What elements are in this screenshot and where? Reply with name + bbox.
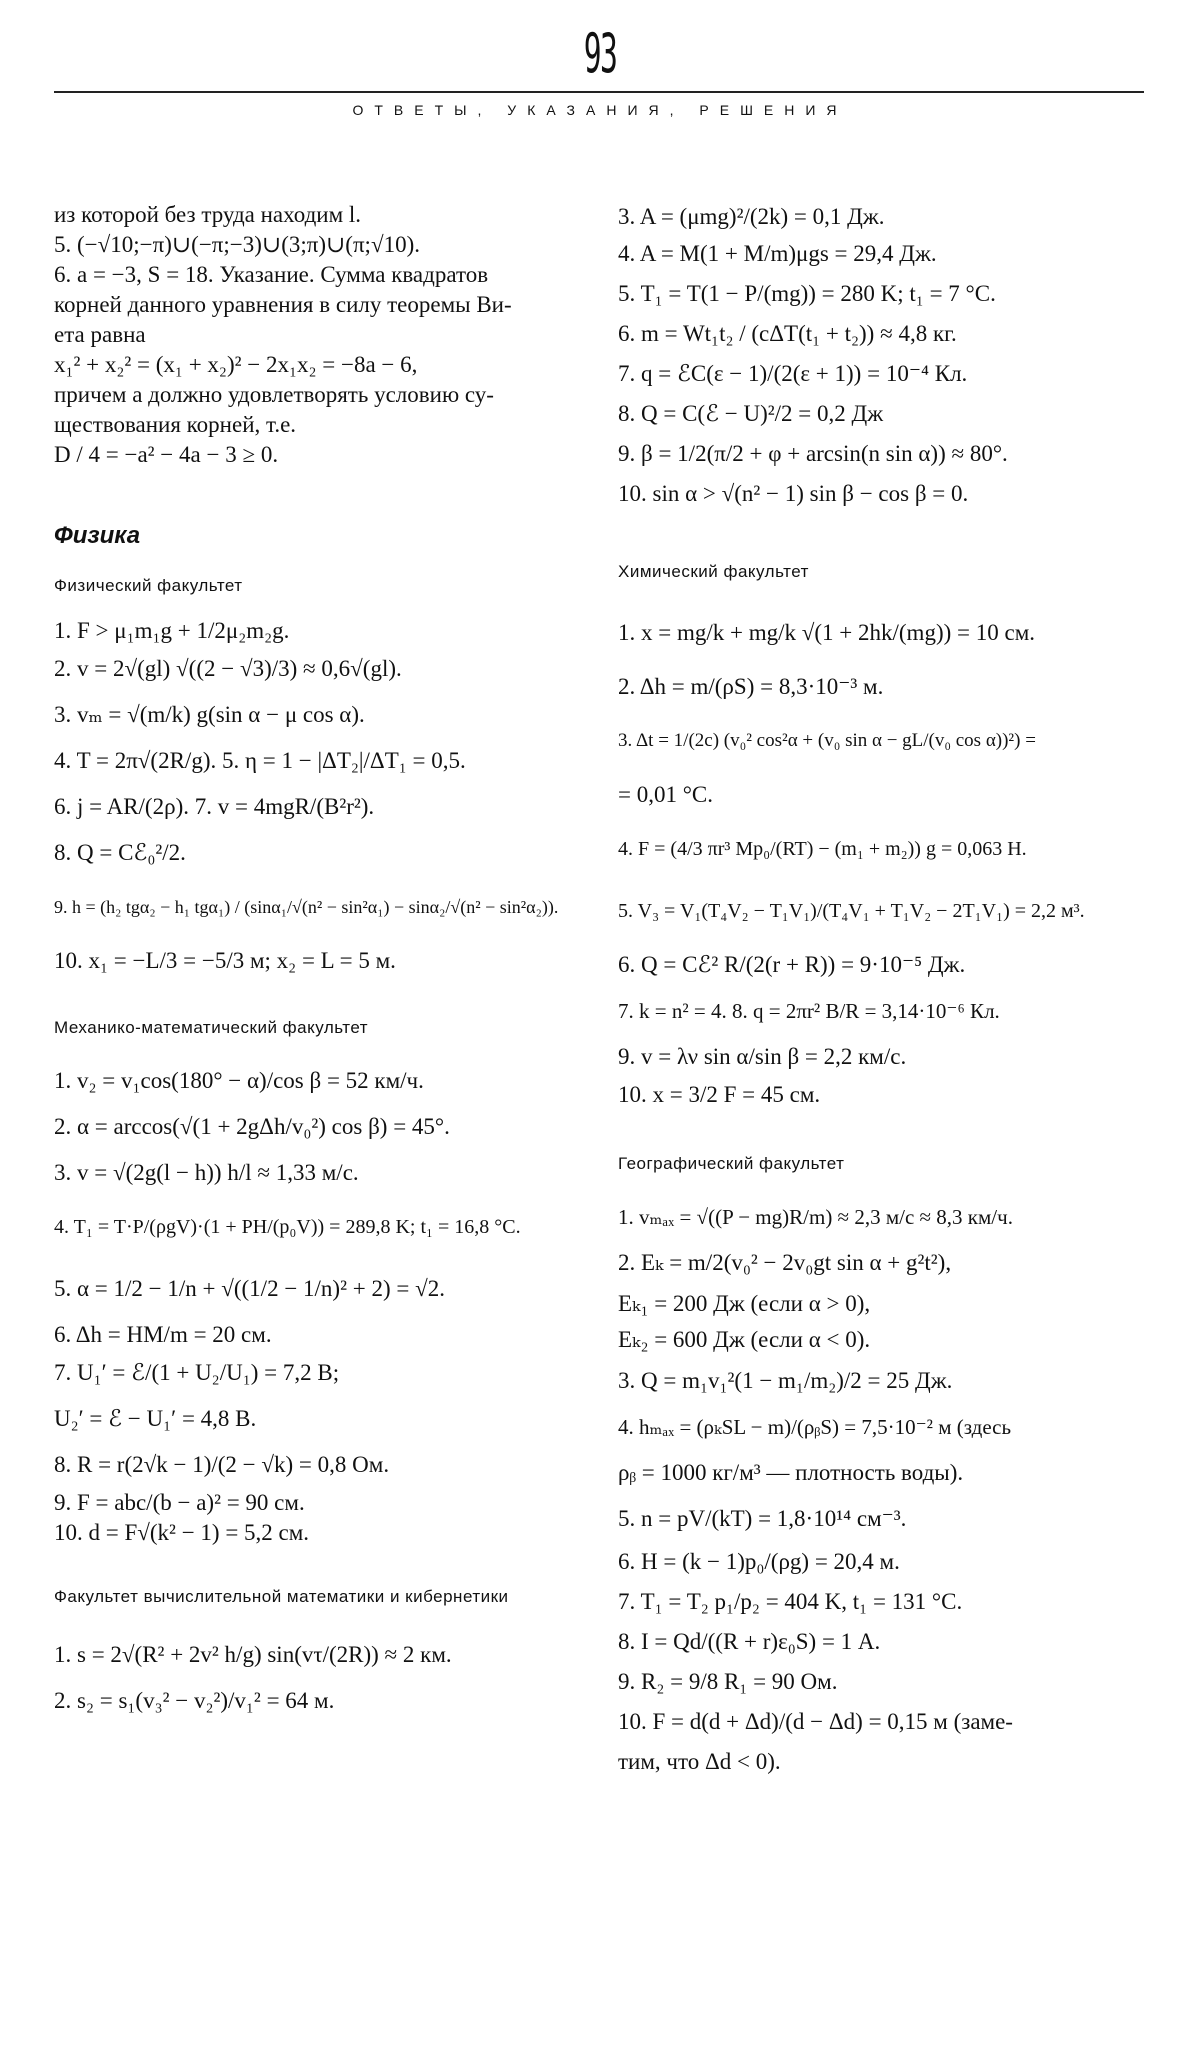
right-column	[618, 200, 1158, 1782]
answer-line: Eₖ₂ = 600 Дж (если α < 0).	[618, 1327, 871, 1352]
answer-line: 3. v = √(2g(l − h)) h/l ≈ 1,33 м/с.	[54, 1160, 359, 1185]
answer-line: Eₖ₁ = 200 Дж (если α > 0),	[618, 1291, 871, 1316]
intro-line: корней данного уравнения в силу теоремы Ви-	[54, 292, 512, 317]
page-number: 93	[583, 22, 617, 85]
answer-line: 5. T₁ = T(1 − P/(mg)) = 280 K; t₁ = 7 °C.	[618, 281, 996, 306]
answer-line: 9. R₂ = 9/8 R₁ = 90 Ом.	[618, 1669, 838, 1694]
answer-line: 6. H = (k − 1)p₀/(ρg) = 20,4 м.	[618, 1549, 900, 1574]
section-title-physics: Физика	[54, 522, 141, 549]
faculty-title-mechmath: Механико-математический факультет	[54, 1018, 369, 1037]
running-head: ОТВЕТЫ, УКАЗАНИЯ, РЕШЕНИЯ	[352, 102, 848, 118]
intro-line: 5. (−√10;−π)∪(−π;−3)∪(3;π)∪(π;√10).	[54, 232, 420, 257]
answer-line: 1. s = 2√(R² + 2v² h/g) sin(vτ/(2R)) ≈ 2 км.	[54, 1642, 452, 1667]
answer-line: 5. V₃ = V₁(T₄V₂ − T₁V₁)/(T₄V₁ + T₁V₂ − 2T₁V₁) = 2,2 м³.	[618, 900, 1085, 922]
intro-line: ета равна	[54, 322, 146, 347]
intro-line: D / 4 = −a² − 4a − 3 ≥ 0.	[54, 442, 279, 467]
faculty-title-vmk: Факультет вычислительной математики и кибернетики	[54, 1587, 509, 1606]
answer-line: тим, что Δd < 0).	[618, 1749, 781, 1774]
faculty-title-chem: Химический факультет	[618, 562, 809, 581]
answer-line: 10. sin α > √(n² − 1) sin β − cos β = 0.	[618, 481, 969, 506]
answer-line: 8. Q = C(ℰ − U)²/2 = 0,2 Дж	[618, 401, 884, 426]
answer-line: 6. Q = Cℰ² R/(2(r + R)) = 9·10⁻⁵ Дж.	[618, 952, 966, 977]
answer-line: 2. α = arccos(√(1 + 2gΔh/v₀²) cos β) = 45°.	[54, 1114, 450, 1139]
intro-line: ществования корней, т.е.	[54, 412, 297, 437]
answer-line: U₂′ = ℰ − U₁′ = 4,8 В.	[54, 1406, 257, 1431]
answer-line: 1. v₂ = v₁cos(180° − α)/cos β = 52 км/ч.	[54, 1068, 424, 1093]
answer-line: 6. m = Wt₁t₂ / (cΔT(t₁ + t₂)) ≈ 4,8 кг.	[618, 321, 957, 346]
answer-line: 1. F > μ₁m₁g + 1/2μ₂m₂g.	[54, 618, 290, 643]
answer-line: 8. I = Qd/((R + r)ε₀S) = 1 А.	[618, 1629, 881, 1654]
answer-line: 4. T = 2π√(2R/g). 5. η = 1 − |ΔT₂|/ΔT₁ = 0,5.	[54, 748, 466, 773]
answer-line: 2. Δh = m/(ρS) = 8,3·10⁻³ м.	[618, 674, 884, 699]
answer-line: = 0,01 °C.	[618, 782, 714, 807]
answer-line: 4. T₁ = T·P/(ρgV)·(1 + PH/(p₀V)) = 289,8 K; t₁ = 16,8 °C.	[54, 1216, 521, 1238]
answer-line: 9. v = λν sin α/sin β = 2,2 км/с.	[618, 1044, 907, 1069]
answer-line: 3. Q = m₁v₁²(1 − m₁/m₂)/2 = 25 Дж.	[618, 1368, 953, 1393]
answer-line: 5. α = 1/2 − 1/n + √((1/2 − 1/n)² + 2) = √2.	[54, 1276, 445, 1301]
answer-line: 8. R = r(2√k − 1)/(2 − √k) = 0,8 Ом.	[54, 1452, 390, 1477]
faculty-title-geo: Географический факультет	[618, 1154, 845, 1173]
answer-line: 9. β = 1/2(π/2 + φ + arcsin(n sin α)) ≈ 80°.	[618, 441, 1008, 466]
intro-line: причем a должно удовлетворять условию су-	[54, 382, 494, 407]
answer-line: 7. U₁′ = ℰ/(1 + U₂/U₁) = 7,2 В;	[54, 1360, 340, 1385]
answer-line: 3. A = (μmg)²/(2k) = 0,1 Дж.	[618, 204, 885, 229]
answer-line: 5. n = pV/(kT) = 1,8·10¹⁴ см⁻³.	[618, 1506, 907, 1531]
answer-line: 10. d = F√(k² − 1) = 5,2 см.	[54, 1520, 310, 1545]
answer-line: 4. F = (4/3 πr³ Mp₀/(RT) − (m₁ + m₂)) g = 0,063 Н.	[618, 838, 1027, 860]
intro-line: 6. a = −3, S = 18. Указание. Сумма квадратов	[54, 262, 489, 287]
answer-line: 7. T₁ = T₂ p₁/p₂ = 404 K, t₁ = 131 °C.	[618, 1589, 963, 1614]
answer-line: ρᵦ = 1000 кг/м³ — плотность воды).	[618, 1460, 964, 1485]
answer-line: 2. Eₖ = m/2(v₀² − 2v₀gt sin α + g²t²),	[618, 1250, 952, 1275]
answer-line: 10. F = d(d + Δd)/(d − Δd) = 0,15 м (заме-	[618, 1709, 1013, 1734]
intro-line: из которой без труда находим l.	[54, 202, 362, 227]
intro-line: x₁² + x₂² = (x₁ + x₂)² − 2x₁x₂ = −8a − 6,	[54, 352, 418, 377]
header-rule	[54, 91, 1144, 93]
answer-line: 4. A = M(1 + M/m)μgs = 29,4 Дж.	[618, 241, 937, 266]
answer-line: 3. Δt = 1/(2c) (v₀² cos²α + (v₀ sin α − gL/(v₀ cos α))²) =	[618, 730, 1036, 751]
answer-line: 7. q = ℰC(ε − 1)/(2(ε + 1)) = 10⁻⁴ Кл.	[618, 361, 968, 386]
answer-line: 10. x = 3/2 F = 45 см.	[618, 1082, 821, 1107]
answer-line: 6. j = AR/(2ρ). 7. v = 4mgR/(B²r²).	[54, 794, 375, 819]
left-column	[54, 200, 574, 1724]
answer-line: 8. Q = Cℰ₀²/2.	[54, 840, 186, 865]
answer-line: 2. v = 2√(gl) √((2 − √3)/3) ≈ 0,6√(gl).	[54, 656, 402, 681]
answer-line: 10. x₁ = −L/3 = −5/3 м; x₂ = L = 5 м.	[54, 948, 396, 973]
faculty-title-physics: Физический факультет	[54, 576, 243, 595]
answer-line: 9. F = abc/(b − a)² = 90 см.	[54, 1490, 305, 1515]
answer-line: 4. hₘₐₓ = (ρₖSL − m)/(ρᵦS) = 7,5·10⁻² м (здесь	[618, 1415, 1012, 1439]
answer-line: 9. h = (h₂ tgα₂ − h₁ tgα₁) / (sinα₁/√(n² − sin²α₁) − sinα₂/√(n² − sin²α₂)).	[54, 897, 559, 917]
answer-line: 7. k = n² = 4. 8. q = 2πr² B/R = 3,14·10⁻⁶ Кл.	[618, 999, 1000, 1023]
answer-line: 3. vₘ = √(m/k) g(sin α − μ cos α).	[54, 702, 365, 727]
answer-line: 6. Δh = HM/m = 20 см.	[54, 1322, 272, 1347]
answer-line: 1. vₘₐₓ = √((P − mg)R/m) ≈ 2,3 м/с ≈ 8,3 км/ч.	[618, 1205, 1013, 1229]
answer-line: 1. x = mg/k + mg/k √(1 + 2hk/(mg)) = 10 см.	[618, 620, 1035, 645]
answer-line: 2. s₂ = s₁(v₃² − v₂²)/v₁² = 64 м.	[54, 1688, 335, 1713]
